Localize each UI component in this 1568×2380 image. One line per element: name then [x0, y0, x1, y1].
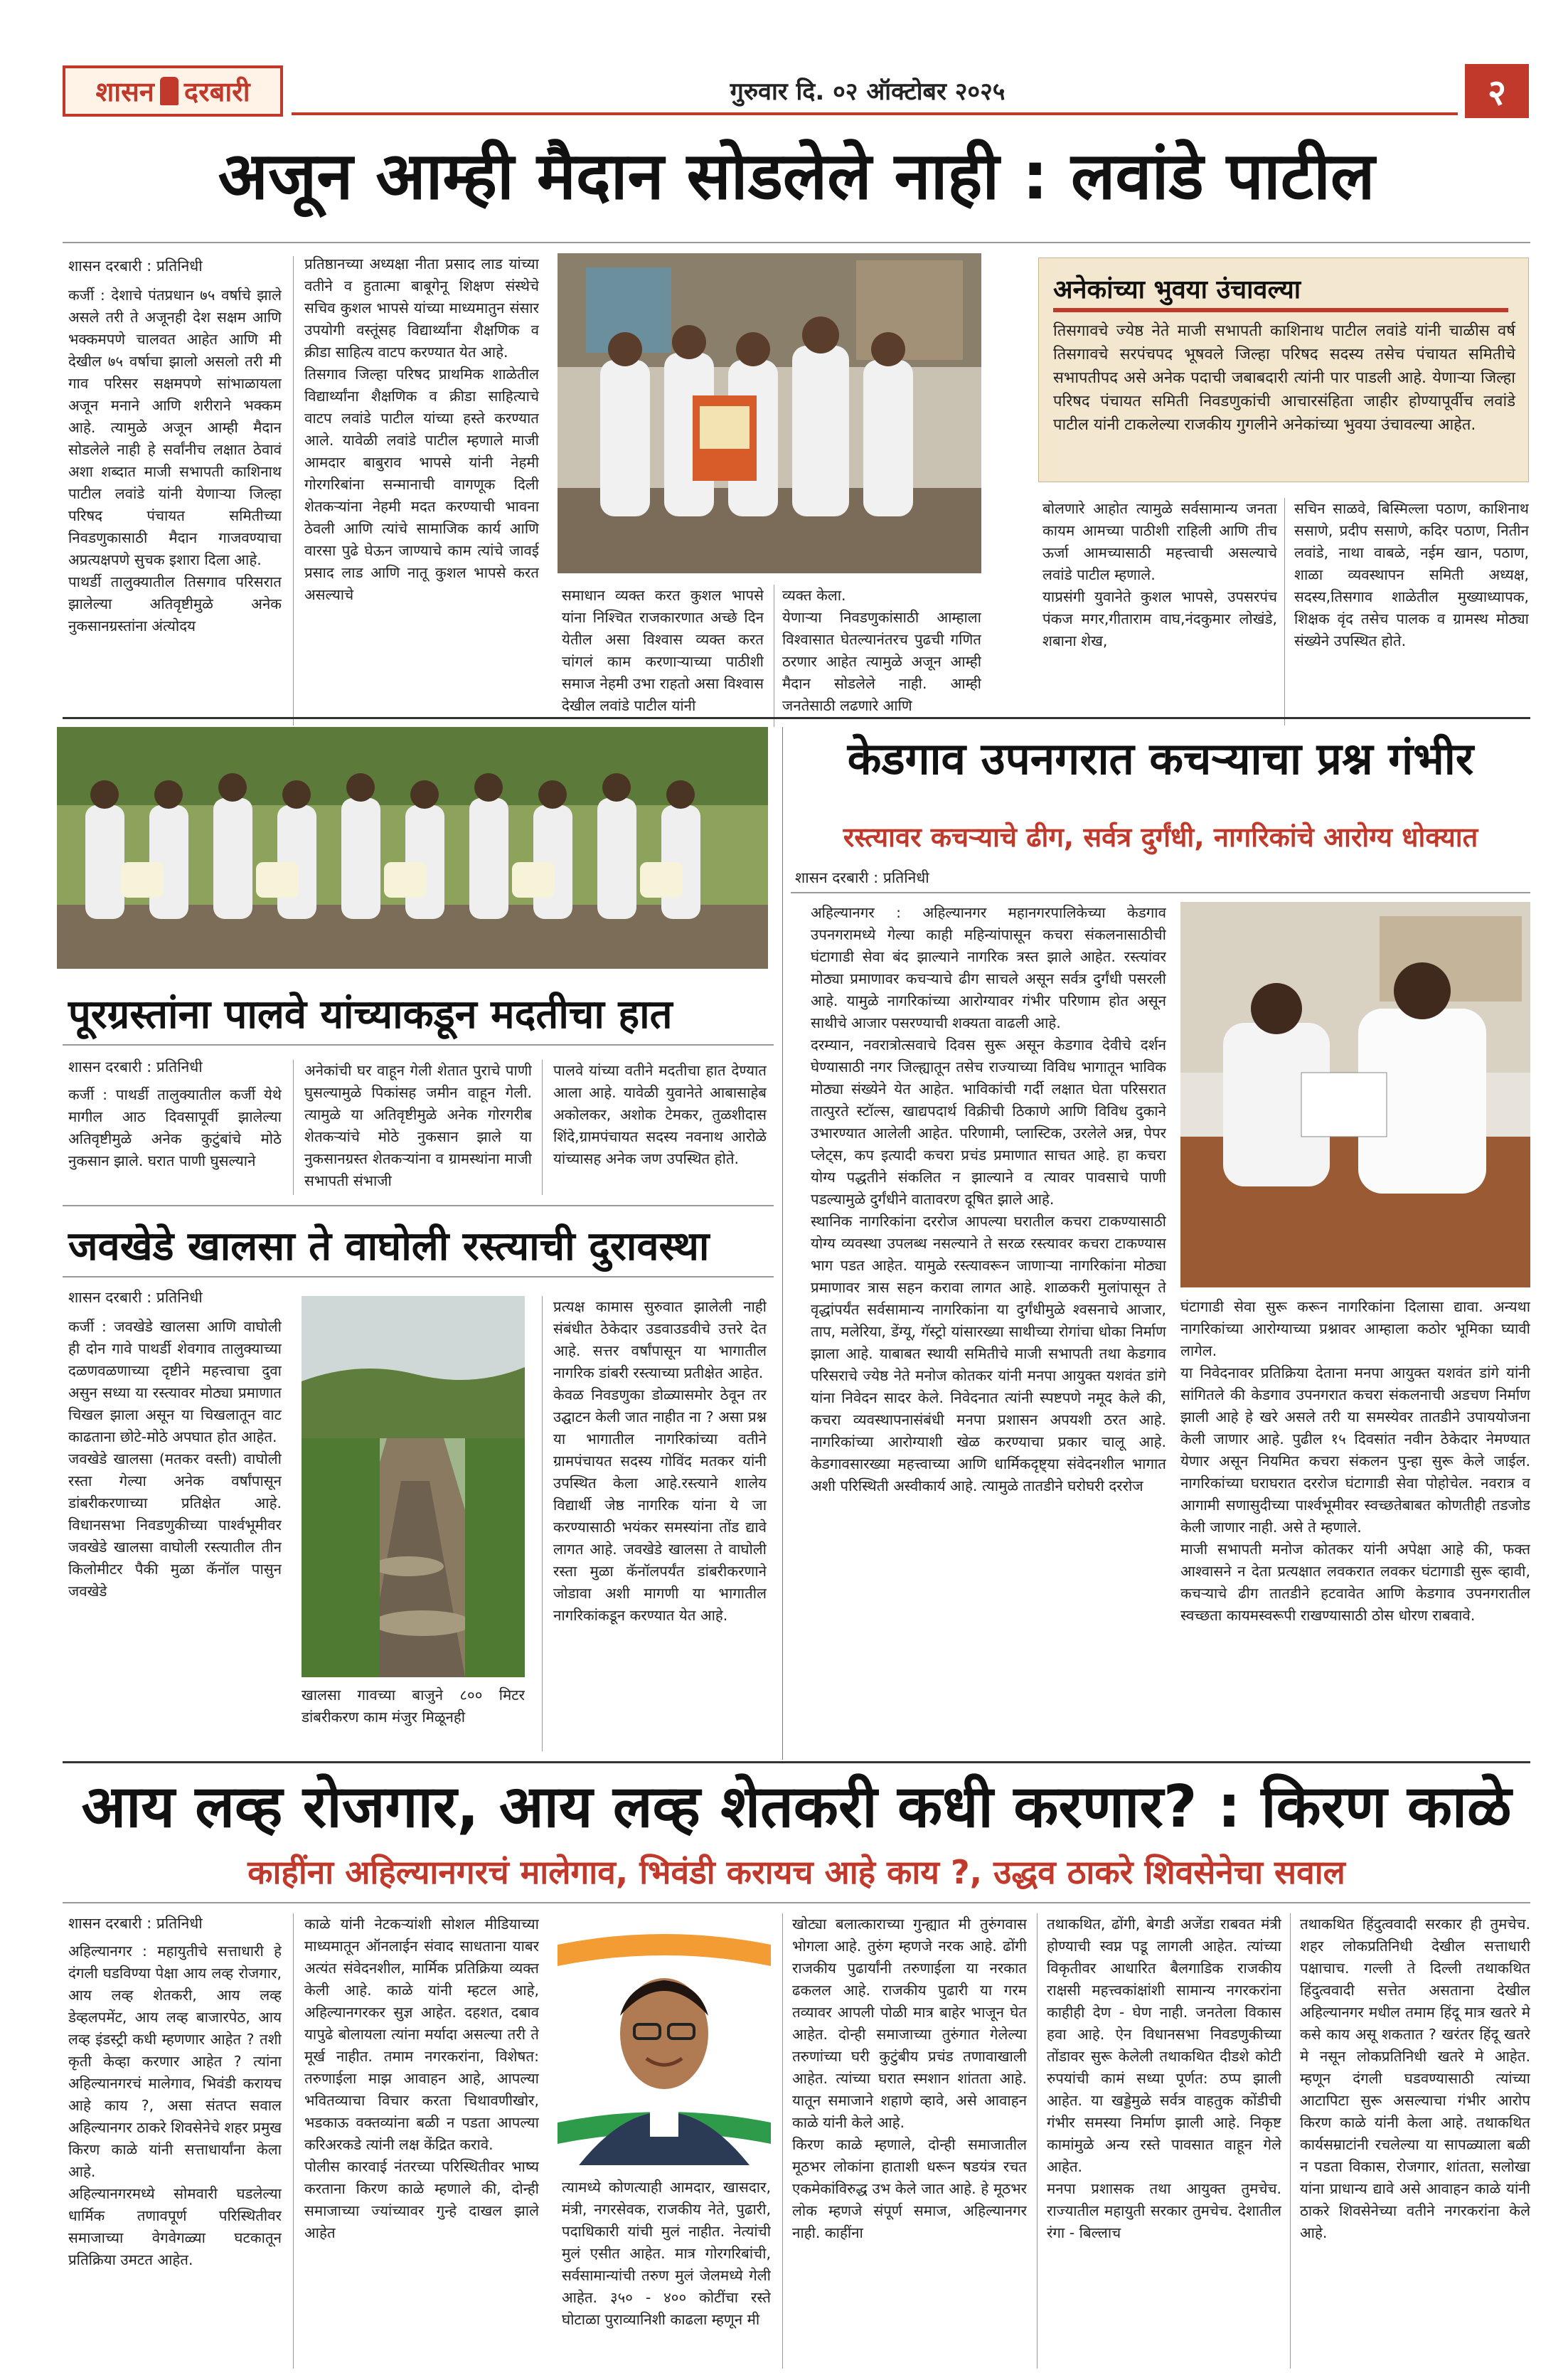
story3-byline: शासन दरबारी : प्रतिनिधी [68, 1289, 203, 1306]
story5-col2: काळे यांनी नेटकऱ्यांशी सोशल मीडियाच्या माध्यमातून ऑनलाईन संवाद साधताना याबर अत्यंत संवेदनशील, मार्मिक प्रतिक्रिया व्यक्त केली आहे. काळे यांनी म्हटल आहे, अहिल्यानगरकर सुज्ञ आहेत. दहशत, दबाव यापुढे बोलायला त्यांना मर्यादा असल्या तरी ते मूर्ख नाहीत. तमाम नगरकरांना, विशेषत: तरुणाईला माझ आवाहन आहे, आपल्या भवितव्याचा विचार करता चिथावणीखोर, भडकाऊ वक्तव्यांना बळी न पडता आपल्या करिअरकडे त्यांनी लक्ष केंद्रित करावे. पोलीस कारवाई नंतरच्या परिस्थितीवर भाष्य करताना किरण काळे म्हणाले की, दोन्ही समाजाच्या ज्यांच्यावर गुन्हे दाखल झाले आहेत [304, 1916, 539, 2241]
divider [63, 1761, 1530, 1763]
divider [63, 242, 1530, 243]
divider [63, 1205, 774, 1206]
story1-photo [558, 253, 981, 573]
story2-col2: अनेकांची घर वाहून गेली शेतात पुराचे पाणी घुसल्यामुळे पिकांसह जमीन वाहून गेली. त्यामुळे या अतिवृष्टीमुळे अनेक गोरगरीब शेतकऱ्यांचे मोठे नुकसान झाले या नुकसानग्रस्त शेतकऱ्यांना व ग्रामस्थांना माजी सभापती संभाजी [304, 1062, 532, 1189]
story5-col4: खोट्या बलात्काराच्या गुन्ह्यात मी तुरुंगवास भोगला आहे. तुरुंग म्हणजे नरक आहे. ढोंगी राजकीय पुढार्यांनी तरुणाईला या नरकात ढकलल आहे. राजकीय पुढारी या गरम तव्यावर आपली पोळी मात्र बाहेर भाजून घेत आहेत. दोन्ही समाजाच्या तुरुंगात गेलेल्या तरुणांच्या घरी कुटुंबीय प्रचंड तणावाखाली आहेत. त्यांच्या घरात स्मशान शांतता आहे. यातून समाजाने शहाणे व्हावे, असे आवाहन काळे यांनी केले आहे. किरण काळे म्हणाले, दोन्ही समाजातील मूठभर लोकांना हाताशी धरून षडयंत्र रचत एकमेकांविरुद्ध उभ केले जात आहे. हे मूठभर लोक म्हणजे संपूर्ण समाज, अहिल्यानगर नाही. काहींना [792, 1916, 1027, 2241]
story2-col3: पालवे यांच्या वतीने मदतीचा हात देण्यात आला आहे. यावेळी युवानेते आबासाहेब अकोलकर, अशोक टेमकर, तुळशीदास शिंदे,ग्रामपंचायत सदस्य नवनाथ आरोळे यांच्यासह अनेक जण उपस्थित होते. [553, 1062, 767, 1167]
masthead-part1: शासन [95, 76, 154, 107]
story1-col4: व्यक्त केला. येणाऱ्या निवडणुकांसाठी आम्हाला विश्वासात घेतल्यानंतरच पुढची गणित ठरणार आहेत त्यामुळे अजून आम्ही मैदान सोडलेले नाही. आम्ही जनतेसाठी लढणारे आणि [782, 587, 981, 714]
column-divider [1290, 1913, 1291, 2369]
column-divider [293, 1913, 294, 2369]
story1-col6: सचिन साळवे, बिस्मिल्ला पठाण, काशिनाथ ससाणे, प्रदीप ससाणे, कदिर पठाण, नितीन लवांडे, नाथा वाबळे, नईम खान, पठाण, शाळा व्यवस्थापन समिती अध्यक्ष, सदस्य,तिसगाव शाळेतील मुख्याध्यापक, शिक्षक वृंद तसेच पालक व ग्रामस्थ मोठ्या संख्येने उपस्थित होते. [1294, 500, 1529, 649]
dateline: गुरुवार दि. ०२ ऑक्टोबर २०२५ [730, 78, 1006, 106]
page-number: २ [1465, 64, 1529, 118]
column-divider [542, 1296, 543, 1751]
story1-byline: शासन दरबारी : प्रतिनिधी [68, 257, 203, 275]
column-divider [782, 1913, 783, 2369]
column-divider [542, 1060, 543, 1195]
divider [791, 892, 1530, 893]
story5-col5: तथाकथित, ढोंगी, बेगडी अजेंडा राबवत मंत्री होण्याची स्वप्न पडू लागली आहेत. त्यांच्या विकृतीवर आधारित बैलगाडिक राजकीय राक्षसी महत्त्वकांक्षांशी सामान्य नगरकरांना काहीही देण - घेण नाही. जनतेला विकास हवा आहे. ऐन विधानसभा निवडणुकीच्या तोंडावर सुरू केलेली तथाकथित दीडशे कोटी रुपयांची कामं सध्या पूर्णत: ठप्प झाली आहेत. या खड्डेमुळे सर्वत्र वाहतुक कोंडीची गंभीर समस्या निर्माण झाली आहे. निकृष्ट कामांमुळे अन्य रस्ते पावसात वाहून गेले आहेत. मनपा प्रशासक तथा आयुक्त तुमचेच. राज्यातील महायुती सरकार तुमचेच. देशातील रंगा - बिल्लाच [1047, 1916, 1281, 2241]
story5-col3: त्यामध्ये कोणत्याही आमदार, खासदार, मंत्री, नगरसेवक, राजकीय नेते, पुढारी, पदाधिकारी यांची मुलं नाहीत. नेत्यांची मुलं एसीत आहेत. मात्र गोरगरिबांची, सर्वसामान्यांची तरुण मुलं जेलमध्ये गेली आहेत. ३५० - ४०० कोटींचा रस्ते घोटाळा पुराव्यानिशी काढला म्हणून मी [562, 2179, 771, 2328]
story2-headline: पूरग्रस्तांना पालवे यांच्याकडून मदतीचा हात [68, 992, 673, 1038]
story1-col1: कर्जी : देशाचे पंतप्रधान ७५ वर्षाचे झाले असले तरी ते अजूनही देश सक्षम आणि भक्कमपणे चालवत आहेत आणि मी देखील ७५ वर्षाचा झालो असलो तरी मी गाव परिसर सक्षमपणे सांभाळायला अजून मनाने आणि शरीराने भक्कम आहे. त्यामुळे अजून आम्ही मैदान सोडलेले नाही हे सर्वांनीच लक्षात ठेवावं अशा शब्दात माजी सभापती काशिनाथ पाटील लवांडे यांनी येणाऱ्या जिल्हा परिषद पंचायत समितीच्या निवडणुकासाठी मैदान गाजवण्याचा अप्रत्यक्षपणे सुचक इशारा दिला आहे. पाथर्डी तालुक्यातील तिसगाव परिसरात झालेल्या अतिवृष्टीमुळे अनेक नुकसानग्रस्तांना अंत्योदय [68, 287, 282, 634]
divider [63, 1276, 774, 1277]
story4-byline: शासन दरबारी : प्रतिनिधी [795, 869, 929, 886]
story5-col6: तथाकथित हिंदुत्ववादी सरकार ही तुमचेच. शहर लोकप्रतिनिधी देखील सत्ताधारी पक्षाचाच. गल्ली ते दिल्ली तथाकथित हिंदुत्ववादी सत्तेत असताना देखील अहिल्यानगर मधील तमाम हिंदू मात्र खतरे मे कसे काय असू शकतात ? खरंतर हिंदू खतरे मे नसून लोकप्रतिनिधी खतरे मे आहेत. म्हणून दंगली घडवण्यासाठी त्यांच्या आटापिटा सुरू असल्याचा गंभीर आरोप किरण काळे यांनी केला आहे. तथाकथित कार्यसम्राटांनी रचलेल्या या सापळ्याला बळी न पडता विकास, रोजगार, शांतता, सलोखा यांना प्राधान्य द्यावे असे आवाहन काळे यांनी ठाकरे शिवसेनेच्या वतीने नगरकरांना केले आहे. [1300, 1916, 1530, 2241]
story2-photo [57, 727, 768, 969]
story1-box-text: तिसगावचे ज्येष्ठ नेते माजी सभापती काशिनाथ पाटील लवांडे यांनी चाळीस वर्ष तिसगावचे सरपंचपद भूषवले जिल्हा परिषद सदस्य तसेच पंचायत समितीचे सभापतीपद असे अनेक पदाची जबाबदारी त्यांनी पार पाडली आहे. येणाऱ्या जिल्हा परिषद पंचायत समिती निवडणुकांची आचारसंहिता जाहीर होण्यापूर्वीच लवांडे पाटील यांनी टाकलेल्या राजकीय गुगलीने अनेकांच्या भुवया उंचावल्या आहेत. [1053, 322, 1515, 434]
story5-subheadline: काहींना अहिल्यानगरचं मालेगाव, भिवंडी करायच आहे काय ?, उद्धव ठाकरे शिवसेनेचा सवाल [247, 1853, 1345, 1891]
story2-byline: शासन दरबारी : प्रतिनिधी [68, 1058, 203, 1075]
story3-photo-caption: खालसा गावच्या बाजुने ८०० मिटर डांबरीकरण काम मंजुर मिळूनही [302, 1686, 525, 1726]
story3-road-photo [302, 1296, 525, 1677]
column-divider [1284, 498, 1285, 726]
header-rule [292, 112, 1458, 115]
section-divider [782, 727, 783, 1760]
column-divider [1037, 1913, 1038, 2369]
column-divider [293, 256, 294, 726]
story3-col3: प्रत्यक्ष कामास सुरुवात झालेली नाही संबंधीत ठेकेदार उडवाउडवीचे उत्तरे देत आहे. सत्तर वर्षांपासून या भागातील नागरिक डांबरी रस्त्याच्या प्रतीक्षेत आहेत. केवळ निवडणुका डोळ्यासमोर ठेवून तर उद्घाटन केली जात नाहीत ना ? असा प्रश्न या भागातील नागरिकांच्या वतीने ग्रामपंचायत सदस्य गोविंद मतकर यांनी उपस्थित केला आहे.रस्त्याने शालेय विद्यार्थी जेष्ठ नागरिक यांना ये जा करण्यासाठी भयंकर समस्यांना तोंड द्यावे लागत आहे. जवखेडे खालसा ते वाघोली रस्ता मुळा कॅनॉलपर्यंत डांबरीकरणाने जोडावा अशी मागणी या भागातील नागरिकांकडून करण्यात येत आहे. [553, 1298, 767, 1624]
story4-col1: अहिल्यानगर : अहिल्यानगर महानगरपालिकेच्या केडगाव उपनगरामध्ये गेल्या काही महिन्यांपासून कचरा संकलनासाठीची घंटागाडी सेवा बंद झाल्याने नागरिक त्रस्त झाले आहेत. रस्त्यांवर मोठ्या प्रमाणावर कचऱ्याचे ढीग साचले असून सर्वत्र दुर्गंधी पसरली आहे. यामुळे नागरिकांच्या आरोग्यावर गंभीर परिणाम होत असून साथीचे आजार पसरण्याची शक्यता वाढली आहे. दरम्यान, नवरात्रोत्सवाचे दिवस सुरू असून केडगाव देवीचे दर्शन घेण्यासाठी नगर जिल्ह्यातून तसेच राज्याच्या विविध भागातून भाविक मोठ्या संख्येने येत आहेत. भाविकांची गर्दी लक्षात घेता परिसरात तात्पुरते स्टॉल्स, खाद्यपदार्थ विक्रीची ठिकाणे आणि विविध दुकाने उभारण्यात आलेली आहेत. परिणामी, प्लास्टिक, उरलेले अन्न, पेपर प्लेट्स, कप इत्यादी कचरा प्रचंड प्रमाणात साचत आहे. हा कचरा योग्य पद्धतीने संकलित न झाल्याने व त्यावर पावसाचे पाणी पडल्यामुळे दुर्गंधीने वातावरण दूषित झाले आहे. स्थानिक नागरिकांना दररोज आपल्या घरातील कचरा टाकण्यासाठी योग्य व्यवस्था उपलब्ध नसल्याने ते सरळ रस्त्यावर कचरा टाकण्यास भाग पडत आहेत. यामुळे रस्त्यावरून जाणाऱ्या नागरिकांना मोठ्या प्रमाणावर त्रास सहन करावा लागत आहे. शाळकरी मुलांपासून ते वृद्धांपर्यंत सर्वसामान्य नागरिकांना या दुर्गंधीमुळे श्वसनाचे आजार, ताप, मलेरिया, डेंग्यू, गॅस्ट्रो यांसारख्या साथीच्या रोगांचा धोका निर्माण झाला आहे. याबाबत स्थायी समितीचे माजी सभापती तथा केडगाव परिसराचे ज्येष्ठ नेते मनोज कोतकर यांनी मनपा आयुक्त यशवंत डांगे यांना निवेदन सादर केले. निवेदनात त्यांनी स्पष्टपणे नमूद केले की, कचरा व्यवस्थापनासंबंधी मनपा प्रशासन अपयशी ठरत आहे. नागरिकांच्या आरोग्याशी खेळ करण्याचा प्रकार चालू आहे. केडगावसारख्या महत्त्वाच्या आणि धार्मिकदृष्ट्या संवेदनशील भागात अशी परिस्थिती अस्वीकार्य आहे. त्यामुळे तातडीने घरोघरी दररोज [811, 904, 1166, 1494]
story2-col1: कर्जी : पाथर्डी तालुक्यातील कर्जी येथे मागील आठ दिवसापूर्वी झालेल्या अतिवृष्टीमुळे अनेक कुटुंबांचे मोठे नुकसान झाले. घरात पाणी घुसल्याने [68, 1086, 282, 1169]
masthead-logo [63, 65, 283, 117]
story1-col2: प्रतिष्ठानच्या अध्यक्षा नीता प्रसाद लाड यांच्या वतीने व हुतात्मा बाबूगेनू शिक्षण संस्थेचे सचिव कुशल भापसे यांच्या माध्यमातुन संसार उपयोगी वस्तूंसह विद्यार्थ्यांना शैक्षणिक व क्रीडा साहित्य वाटप करण्यात येत आहे. तिसगाव जिल्हा परिषद प्राथमिक शाळेतील विद्यार्थ्यांना शैक्षणिक व क्रीडा साहित्याचे वाटप लवांडे पाटील यांच्या हस्ते करण्यात आले. यावेळी लवांडे पाटील म्हणाले माजी आमदार बाबुराव भापसे यांनी नेहमी गोरगरिबांना सन्मानाची वागणूक दिली शेतकऱ्यांना नेहमी मदत करण्याची भावना ठेवली आणि त्यांचे सामाजिक कार्य आणि वारसा पुढे घेऊन जाण्याचे काम त्यांचे जावई प्रसाद लाड आणि नातू कुशल भापसे करत असल्याचे [304, 255, 539, 603]
story4-photo [1180, 902, 1530, 1287]
story3-col1: कर्जी : जवखेडे खालसा आणि वाघोली ही दोन गावे पाथर्डी शेवगाव तालुक्याच्या दळणवळणाच्या दृष्टीने महत्त्वाचा दुवा असुन सध्या या रस्त्यावर मोठ्या प्रमाणात चिखल झाला असून या चिखलातून वाट काढताना छोटे-मोठे अपघात होत आहेत. जवखेडे खालसा (मतकर वस्ती) वाघोली रस्ता गेल्या अनेक वर्षांपासून डांबरीकरणाच्या प्रतिक्षेत आहे. विधानसभा निवडणुकीच्या पार्श्वभूमीवर जवखेडे खालसा वाघोली रस्त्यातील तीन किलोमीटर पैकी मुळा कॅनॉल पासुन जवखेडे [68, 1318, 282, 1600]
story4-subheadline: रस्त्यावर कचऱ्याचे ढीग, सर्वत्र दुर्गंधी, नागरिकांचे आरोग्य धोक्यात [843, 822, 1478, 853]
story5-headline: आय लव्ह रोजगार, आय लव्ह शेतकरी कधी करणार? : किरण काळे [81, 1773, 1512, 1841]
divider [63, 717, 1530, 719]
story1-col5: बोलणारे आहोत त्यामुळे सर्वसामान्य जनता कायम आमच्या पाठीशी राहिली आणि तीच ऊर्जा आमच्यासाठी महत्त्वाची असल्याचे लवांडे पाटील म्हणाले. याप्रसंगी युवानेते कुशल भापसे, उपसरपंच पंकज मगर,गीताराम वाघ,नंदकुमार लोखंडे, शबाना शेख, [1042, 500, 1277, 649]
masthead-part2: दरबारी [183, 75, 250, 107]
story4-headline: केडगाव उपनगरात कचऱ्याचा प्रश्न गंभीर [847, 733, 1474, 785]
story5-col1: अहिल्यानगर : महायुतीचे सत्ताधारी हे दंगली घडविण्या पेक्षा आय लव्ह रोजगार, आय लव्ह शेतकरी, आय लव्ह डेव्हलपमेंट, आय लव्ह बाजारपेठ, आय लव्ह इंडस्ट्री कधी म्हणणार आहेत ? तशी कृती केव्हा करणार आहेत ? त्यांना अहिल्यानगरचं मालेगाव, भिवंडी करायच आहे काय ?, असा संतप्त सवाल अहिल्यानगर ठाकरे शिवसेनेचे शहर प्रमुख किरण काळे यांनी सत्ताधार्यांना केला आहे. अहिल्यानगरमध्ये सोमवारी घडलेल्या धार्मिक तणावपूर्ण परिस्थितीवर समाजाच्या वेगवेगळ्या घटकातून प्रतिक्रिया उमटत आहेत. [68, 1943, 282, 2268]
story1-box-title: अनेकांच्या भुवया उंचावल्या [1053, 275, 1301, 304]
divider [63, 1902, 1530, 1903]
box-title-rule [1053, 308, 1508, 312]
story1-headline: अजून आम्ही मैदान सोडलेले नाही : लवांडे पाटील [218, 138, 1375, 214]
seal-icon [160, 77, 178, 105]
story5-byline: शासन दरबारी : प्रतिनिधी [68, 1915, 203, 1932]
column-divider [293, 1060, 294, 1195]
story3-headline: जवखेडे खालसा ते वाघोली रस्त्याची दुरावस्था [68, 1223, 710, 1270]
story4-col2: घंटागाडी सेवा सुरू करून नागरिकांना दिलासा द्यावा. अन्यथा नागरिकांच्या आरोग्याच्या प्रश्नावर आम्हाला कठोर भूमिका घ्यावी लागेल. या निवेदनावर प्रतिक्रिया देताना मनपा आयुक्त यशवंत डांगे यांनी सांगितले की केडगाव उपनगरात कचरा संकलनाची अडचण निर्माण झाली आहे हे खरे असले तरी या समस्येवर तातडीने उपाययोजना केली जाणार आहे. पुढील १५ दिवसांत नवीन ठेकेदार नेमण्यात येणार असून नियमित कचरा संकलन पुन्हा सुरू केले जाईल. नागरिकांच्या घराघरात दररोज घंटागाडी सेवा पोहोचेल. नवरात्र व आगामी सणासुदीच्या पार्श्वभूमीवर स्वच्छतेबाबत कोणतीही तडजोड केली जाणार नाही. असे ते म्हणाले. माजी सभापती मनोज कोतकर यांनी अपेक्षा आहे की, फक्त आश्वासने न देता प्रत्यक्षात लवकरात लवकर घंटागाडी सुरू व्हावी, कचऱ्याचे ढीग तातडीने हटवावेत आणि केडगाव उपनगरातील स्वच्छता कायमस्वरूपी राखण्यासाठी ठोस धोरण राबवावे. [1180, 1298, 1530, 1624]
story5-portrait [558, 1916, 771, 2165]
story1-col3: समाधान व्यक्त करत कुशल भापसे यांना निश्चित राजकारणात अच्छे दिन येतील असा विश्वास व्यक्त करत चांगलं काम करणाऱ्याच्या पाठीशी समाज नेहमी उभा राहतो असा विश्वास देखील लवांडे पाटील यांनी [562, 587, 764, 714]
story1-highlight-box [1038, 257, 1529, 482]
divider [63, 1044, 774, 1046]
